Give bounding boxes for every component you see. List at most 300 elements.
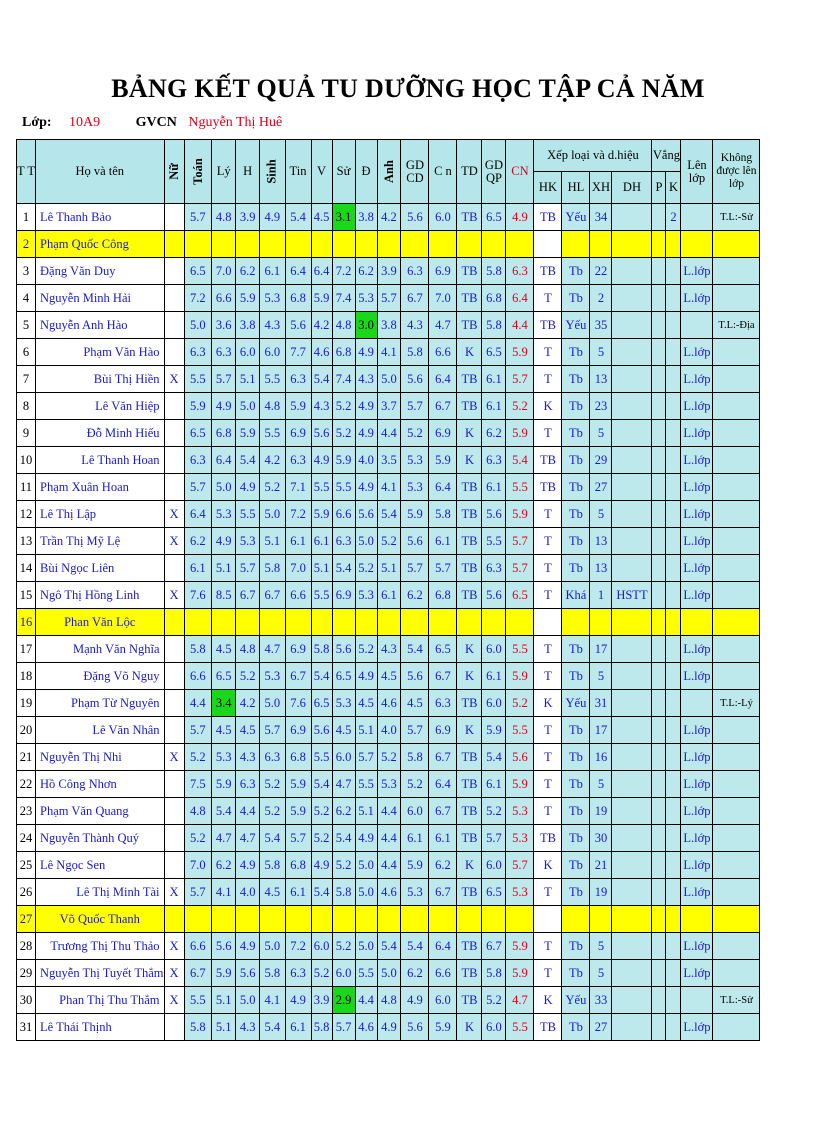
score-anh: 4.2 bbox=[377, 204, 401, 231]
score-cn-tech: 6.0 bbox=[429, 987, 457, 1014]
retake-note: T.L:-Sử bbox=[713, 987, 760, 1014]
score-toan: 6.4 bbox=[184, 501, 212, 528]
score-van: 5.4 bbox=[311, 366, 332, 393]
academic-rank bbox=[562, 231, 590, 258]
score-dia: 4.9 bbox=[355, 474, 377, 501]
score-toan: 5.2 bbox=[184, 744, 212, 771]
academic-rank: Tb bbox=[562, 636, 590, 663]
female-mark bbox=[164, 555, 184, 582]
title-award bbox=[612, 474, 652, 501]
score-dia: 6.2 bbox=[355, 258, 377, 285]
conduct-rank: TB bbox=[534, 204, 562, 231]
header-absence-group: Vắng bbox=[652, 140, 681, 172]
score-cn-tech: 6.6 bbox=[429, 339, 457, 366]
table-row bbox=[17, 879, 760, 906]
header-sinh: Sinh bbox=[260, 140, 285, 204]
score-hoa bbox=[236, 231, 260, 258]
score-toan bbox=[184, 231, 212, 258]
retake-note bbox=[713, 393, 760, 420]
score-su bbox=[332, 609, 355, 636]
score-sinh: 5.8 bbox=[260, 555, 285, 582]
score-td: TB bbox=[457, 528, 482, 555]
score-ly: 4.8 bbox=[212, 204, 236, 231]
student-name: Nguyễn Anh Hào bbox=[36, 312, 165, 339]
score-anh: 4.4 bbox=[377, 852, 401, 879]
student-name: Đặng Văn Duy bbox=[36, 258, 165, 285]
score-gdqp: 6.5 bbox=[482, 204, 506, 231]
academic-rank: Tb bbox=[562, 528, 590, 555]
score-dia: 5.2 bbox=[355, 636, 377, 663]
promotion-status: L.lớp bbox=[681, 474, 713, 501]
score-ly: 5.3 bbox=[212, 501, 236, 528]
promotion-status: L.lớp bbox=[681, 771, 713, 798]
row-number: 24 bbox=[17, 825, 36, 852]
retake-note bbox=[713, 609, 760, 636]
conduct-rank: T bbox=[534, 933, 562, 960]
score-toan: 6.3 bbox=[184, 339, 212, 366]
score-dia: 4.9 bbox=[355, 393, 377, 420]
score-tin: 7.6 bbox=[285, 690, 311, 717]
score-ly: 6.8 bbox=[212, 420, 236, 447]
score-su: 2.9 bbox=[332, 987, 355, 1014]
score-gdqp: 6.7 bbox=[482, 933, 506, 960]
student-name: Lê Thị Minh Tài bbox=[36, 879, 165, 906]
absence-excused bbox=[652, 879, 666, 906]
promotion-status: L.lớp bbox=[681, 258, 713, 285]
score-dia: 5.0 bbox=[355, 528, 377, 555]
score-ly: 5.0 bbox=[212, 474, 236, 501]
conduct-rank: T bbox=[534, 744, 562, 771]
score-van: 6.0 bbox=[311, 933, 332, 960]
score-anh: 5.7 bbox=[377, 285, 401, 312]
score-hoa: 4.8 bbox=[236, 636, 260, 663]
score-dia bbox=[355, 906, 377, 933]
title-award bbox=[612, 204, 652, 231]
score-toan: 5.2 bbox=[184, 825, 212, 852]
score-dia: 5.3 bbox=[355, 285, 377, 312]
score-anh: 4.6 bbox=[377, 690, 401, 717]
promotion-status: L.lớp bbox=[681, 447, 713, 474]
score-anh: 6.1 bbox=[377, 582, 401, 609]
score-toan: 6.7 bbox=[184, 960, 212, 987]
score-gdcd: 6.0 bbox=[401, 798, 429, 825]
retake-note bbox=[713, 528, 760, 555]
row-number: 18 bbox=[17, 663, 36, 690]
row-number: 25 bbox=[17, 852, 36, 879]
female-mark bbox=[164, 204, 184, 231]
score-gdcd: 5.3 bbox=[401, 447, 429, 474]
score-anh bbox=[377, 609, 401, 636]
score-van: 4.9 bbox=[311, 852, 332, 879]
conduct-rank: T bbox=[534, 879, 562, 906]
conduct-rank: T bbox=[534, 420, 562, 447]
score-sinh: 6.1 bbox=[260, 258, 285, 285]
title-award bbox=[612, 636, 652, 663]
score-van: 5.6 bbox=[311, 420, 332, 447]
score-gdqp bbox=[482, 609, 506, 636]
score-td: TB bbox=[457, 825, 482, 852]
score-ly: 7.0 bbox=[212, 258, 236, 285]
absence-excused bbox=[652, 663, 666, 690]
academic-rank bbox=[562, 609, 590, 636]
row-number: 31 bbox=[17, 1014, 36, 1041]
score-van: 4.6 bbox=[311, 339, 332, 366]
score-gdqp: 6.1 bbox=[482, 393, 506, 420]
score-dia: 5.1 bbox=[355, 717, 377, 744]
score-cn-tech: 6.8 bbox=[429, 582, 457, 609]
score-anh: 5.4 bbox=[377, 933, 401, 960]
score-ly: 5.9 bbox=[212, 960, 236, 987]
class-rank: 35 bbox=[590, 312, 612, 339]
promotion-status bbox=[681, 312, 713, 339]
table-row bbox=[17, 555, 760, 582]
student-name: Phạm Xuân Hoan bbox=[36, 474, 165, 501]
score-td: TB bbox=[457, 285, 482, 312]
score-gdcd: 4.5 bbox=[401, 690, 429, 717]
title-award bbox=[612, 528, 652, 555]
class-rank: 21 bbox=[590, 852, 612, 879]
score-anh: 3.9 bbox=[377, 258, 401, 285]
student-name: Mạnh Văn Nghĩa bbox=[36, 636, 165, 663]
score-sinh bbox=[260, 231, 285, 258]
score-gdcd bbox=[401, 609, 429, 636]
academic-rank: Tb bbox=[562, 717, 590, 744]
academic-rank: Tb bbox=[562, 447, 590, 474]
score-tin: 7.0 bbox=[285, 555, 311, 582]
score-gdqp: 5.5 bbox=[482, 528, 506, 555]
absence-excused bbox=[652, 690, 666, 717]
retake-note bbox=[713, 825, 760, 852]
absence-excused bbox=[652, 420, 666, 447]
row-number: 19 bbox=[17, 690, 36, 717]
score-cn-tech: 6.4 bbox=[429, 474, 457, 501]
row-number: 14 bbox=[17, 555, 36, 582]
row-number: 6 bbox=[17, 339, 36, 366]
score-toan: 5.7 bbox=[184, 204, 212, 231]
table-row bbox=[17, 906, 760, 933]
score-gdqp: 6.1 bbox=[482, 663, 506, 690]
score-toan: 5.9 bbox=[184, 393, 212, 420]
score-gdcd: 4.3 bbox=[401, 312, 429, 339]
score-van: 6.4 bbox=[311, 258, 332, 285]
absence-unexcused bbox=[666, 663, 681, 690]
score-td: K bbox=[457, 636, 482, 663]
score-anh: 4.3 bbox=[377, 636, 401, 663]
score-su bbox=[332, 906, 355, 933]
student-name: Lê Văn Hiệp bbox=[36, 393, 165, 420]
score-cn-avg: 5.7 bbox=[506, 366, 534, 393]
header-nu: Nữ bbox=[164, 140, 184, 204]
conduct-rank: K bbox=[534, 393, 562, 420]
absence-excused bbox=[652, 312, 666, 339]
score-cn-tech: 6.1 bbox=[429, 825, 457, 852]
results-table bbox=[16, 139, 760, 1041]
score-dia: 5.7 bbox=[355, 744, 377, 771]
score-toan: 6.3 bbox=[184, 447, 212, 474]
score-van: 5.9 bbox=[311, 501, 332, 528]
conduct-rank: T bbox=[534, 285, 562, 312]
academic-rank: Tb bbox=[562, 933, 590, 960]
score-td: K bbox=[457, 852, 482, 879]
score-ly: 4.9 bbox=[212, 393, 236, 420]
class-rank: 30 bbox=[590, 825, 612, 852]
promotion-status: L.lớp bbox=[681, 582, 713, 609]
academic-rank: Yếu bbox=[562, 312, 590, 339]
promotion-status: L.lớp bbox=[681, 825, 713, 852]
absence-unexcused bbox=[666, 879, 681, 906]
score-tin: 6.3 bbox=[285, 447, 311, 474]
score-ly: 5.4 bbox=[212, 798, 236, 825]
retake-note bbox=[713, 231, 760, 258]
conduct-rank: T bbox=[534, 717, 562, 744]
score-gdcd: 5.7 bbox=[401, 717, 429, 744]
score-su: 5.2 bbox=[332, 420, 355, 447]
retake-note bbox=[713, 1014, 760, 1041]
score-su: 5.8 bbox=[332, 879, 355, 906]
score-cn-tech bbox=[429, 231, 457, 258]
absence-excused bbox=[652, 339, 666, 366]
conduct-rank: TB bbox=[534, 474, 562, 501]
score-ly: 4.5 bbox=[212, 636, 236, 663]
student-name: Trương Thị Thu Thảo bbox=[36, 933, 165, 960]
female-mark bbox=[164, 393, 184, 420]
class-rank: 1 bbox=[590, 582, 612, 609]
absence-excused bbox=[652, 987, 666, 1014]
female-mark: X bbox=[164, 987, 184, 1014]
score-toan: 7.2 bbox=[184, 285, 212, 312]
score-hoa: 5.4 bbox=[236, 447, 260, 474]
conduct-rank: K bbox=[534, 987, 562, 1014]
score-hoa bbox=[236, 906, 260, 933]
score-cn-avg: 5.2 bbox=[506, 690, 534, 717]
female-mark bbox=[164, 312, 184, 339]
conduct-rank bbox=[534, 906, 562, 933]
retake-note bbox=[713, 555, 760, 582]
score-van: 6.1 bbox=[311, 528, 332, 555]
score-anh: 3.5 bbox=[377, 447, 401, 474]
score-toan: 6.6 bbox=[184, 933, 212, 960]
score-su: 6.6 bbox=[332, 501, 355, 528]
score-tin: 5.9 bbox=[285, 393, 311, 420]
score-van: 5.5 bbox=[311, 744, 332, 771]
score-td: TB bbox=[457, 771, 482, 798]
score-anh: 4.1 bbox=[377, 474, 401, 501]
score-cn-avg: 5.5 bbox=[506, 474, 534, 501]
title-award bbox=[612, 447, 652, 474]
title-award bbox=[612, 825, 652, 852]
header-tin: Tin bbox=[285, 140, 311, 204]
absence-unexcused bbox=[666, 312, 681, 339]
retake-note bbox=[713, 366, 760, 393]
score-dia: 4.9 bbox=[355, 339, 377, 366]
header-cn-avg: CN bbox=[506, 140, 534, 204]
score-cn-tech: 6.7 bbox=[429, 879, 457, 906]
score-van: 5.4 bbox=[311, 879, 332, 906]
score-td: TB bbox=[457, 258, 482, 285]
score-anh: 5.4 bbox=[377, 501, 401, 528]
class-info bbox=[22, 115, 282, 131]
score-hoa: 3.9 bbox=[236, 204, 260, 231]
score-toan: 5.7 bbox=[184, 717, 212, 744]
retake-note bbox=[713, 771, 760, 798]
score-gdqp: 6.1 bbox=[482, 771, 506, 798]
title-award bbox=[612, 1014, 652, 1041]
class-value: 10A9 bbox=[69, 115, 101, 130]
title-award bbox=[612, 420, 652, 447]
score-ly bbox=[212, 609, 236, 636]
absence-unexcused bbox=[666, 528, 681, 555]
retake-note bbox=[713, 798, 760, 825]
title-award bbox=[612, 906, 652, 933]
female-mark bbox=[164, 258, 184, 285]
score-td: TB bbox=[457, 690, 482, 717]
row-number: 20 bbox=[17, 717, 36, 744]
absence-excused bbox=[652, 393, 666, 420]
score-td: TB bbox=[457, 960, 482, 987]
score-hoa: 4.0 bbox=[236, 879, 260, 906]
score-cn-tech: 6.0 bbox=[429, 204, 457, 231]
score-td: K bbox=[457, 339, 482, 366]
absence-excused bbox=[652, 582, 666, 609]
class-rank: 19 bbox=[590, 879, 612, 906]
female-mark bbox=[164, 906, 184, 933]
score-td: K bbox=[457, 663, 482, 690]
score-cn-avg: 5.9 bbox=[506, 339, 534, 366]
class-rank: 5 bbox=[590, 771, 612, 798]
score-tin: 7.1 bbox=[285, 474, 311, 501]
female-mark: X bbox=[164, 366, 184, 393]
score-toan: 5.0 bbox=[184, 312, 212, 339]
score-gdqp bbox=[482, 231, 506, 258]
header-p: P bbox=[652, 172, 666, 204]
score-dia: 5.1 bbox=[355, 798, 377, 825]
score-cn-tech: 6.4 bbox=[429, 366, 457, 393]
promotion-status: L.lớp bbox=[681, 528, 713, 555]
title-award bbox=[612, 987, 652, 1014]
female-mark: X bbox=[164, 582, 184, 609]
score-gdcd: 5.9 bbox=[401, 852, 429, 879]
academic-rank: Tb bbox=[562, 339, 590, 366]
score-tin: 6.7 bbox=[285, 663, 311, 690]
score-sinh: 5.0 bbox=[260, 933, 285, 960]
conduct-rank: T bbox=[534, 366, 562, 393]
student-name: Phạm Văn Quang bbox=[36, 798, 165, 825]
score-ly: 6.4 bbox=[212, 447, 236, 474]
student-name: Hồ Công Nhơn bbox=[36, 771, 165, 798]
score-tin: 6.3 bbox=[285, 366, 311, 393]
score-td: TB bbox=[457, 474, 482, 501]
score-ly: 5.1 bbox=[212, 1014, 236, 1041]
score-sinh: 5.3 bbox=[260, 663, 285, 690]
score-sinh: 5.2 bbox=[260, 771, 285, 798]
retake-note bbox=[713, 744, 760, 771]
score-toan: 4.8 bbox=[184, 798, 212, 825]
score-dia: 5.2 bbox=[355, 555, 377, 582]
score-tin: 5.6 bbox=[285, 312, 311, 339]
score-ly: 4.5 bbox=[212, 717, 236, 744]
score-hoa: 5.5 bbox=[236, 501, 260, 528]
absence-excused bbox=[652, 744, 666, 771]
score-sinh: 5.0 bbox=[260, 501, 285, 528]
absence-excused bbox=[652, 798, 666, 825]
row-number: 15 bbox=[17, 582, 36, 609]
score-van: 5.2 bbox=[311, 825, 332, 852]
header-name: Họ và tên bbox=[36, 140, 165, 204]
score-anh: 4.4 bbox=[377, 420, 401, 447]
retake-note bbox=[713, 420, 760, 447]
absence-unexcused bbox=[666, 744, 681, 771]
score-ly: 5.6 bbox=[212, 933, 236, 960]
absence-excused bbox=[652, 366, 666, 393]
score-dia: 5.6 bbox=[355, 501, 377, 528]
absence-excused bbox=[652, 825, 666, 852]
score-cn-avg: 5.9 bbox=[506, 501, 534, 528]
student-name: Đỗ Minh Hiếu bbox=[36, 420, 165, 447]
score-cn-tech: 6.6 bbox=[429, 960, 457, 987]
score-su: 7.2 bbox=[332, 258, 355, 285]
score-tin: 4.9 bbox=[285, 987, 311, 1014]
score-gdqp: 6.1 bbox=[482, 366, 506, 393]
score-gdqp: 5.8 bbox=[482, 960, 506, 987]
score-cn-tech: 6.7 bbox=[429, 663, 457, 690]
score-van: 5.1 bbox=[311, 555, 332, 582]
score-ly bbox=[212, 231, 236, 258]
score-cn-avg: 6.5 bbox=[506, 582, 534, 609]
absence-excused bbox=[652, 528, 666, 555]
academic-rank: Tb bbox=[562, 1014, 590, 1041]
score-ly: 6.3 bbox=[212, 339, 236, 366]
score-cn-avg: 5.9 bbox=[506, 771, 534, 798]
female-mark bbox=[164, 825, 184, 852]
score-toan: 6.5 bbox=[184, 258, 212, 285]
score-td: K bbox=[457, 420, 482, 447]
score-cn-tech: 6.9 bbox=[429, 717, 457, 744]
score-tin: 5.7 bbox=[285, 825, 311, 852]
score-gdcd: 5.9 bbox=[401, 501, 429, 528]
header-hk: HK bbox=[534, 172, 562, 204]
score-gdcd: 6.3 bbox=[401, 258, 429, 285]
score-van: 5.8 bbox=[311, 636, 332, 663]
row-number: 10 bbox=[17, 447, 36, 474]
score-anh: 4.4 bbox=[377, 798, 401, 825]
score-toan: 5.8 bbox=[184, 636, 212, 663]
score-cn-avg: 4.4 bbox=[506, 312, 534, 339]
class-rank: 5 bbox=[590, 933, 612, 960]
score-ly: 4.7 bbox=[212, 825, 236, 852]
retake-note: T.L:-Lý bbox=[713, 690, 760, 717]
score-gdqp: 6.2 bbox=[482, 420, 506, 447]
score-sinh: 5.5 bbox=[260, 366, 285, 393]
student-name: Lê Thái Thịnh bbox=[36, 1014, 165, 1041]
score-su: 5.4 bbox=[332, 825, 355, 852]
table-row bbox=[17, 852, 760, 879]
absence-unexcused bbox=[666, 447, 681, 474]
student-name: Lê Ngọc Sen bbox=[36, 852, 165, 879]
score-hoa: 5.9 bbox=[236, 285, 260, 312]
table-row bbox=[17, 474, 760, 501]
score-anh: 5.2 bbox=[377, 744, 401, 771]
score-toan: 5.8 bbox=[184, 1014, 212, 1041]
absence-excused bbox=[652, 258, 666, 285]
score-gdcd: 5.8 bbox=[401, 744, 429, 771]
retake-note bbox=[713, 474, 760, 501]
absence-excused bbox=[652, 501, 666, 528]
score-gdcd: 5.7 bbox=[401, 555, 429, 582]
header-hoa: H bbox=[236, 140, 260, 204]
score-anh: 4.8 bbox=[377, 987, 401, 1014]
score-dia: 4.5 bbox=[355, 690, 377, 717]
score-gdcd: 5.2 bbox=[401, 771, 429, 798]
